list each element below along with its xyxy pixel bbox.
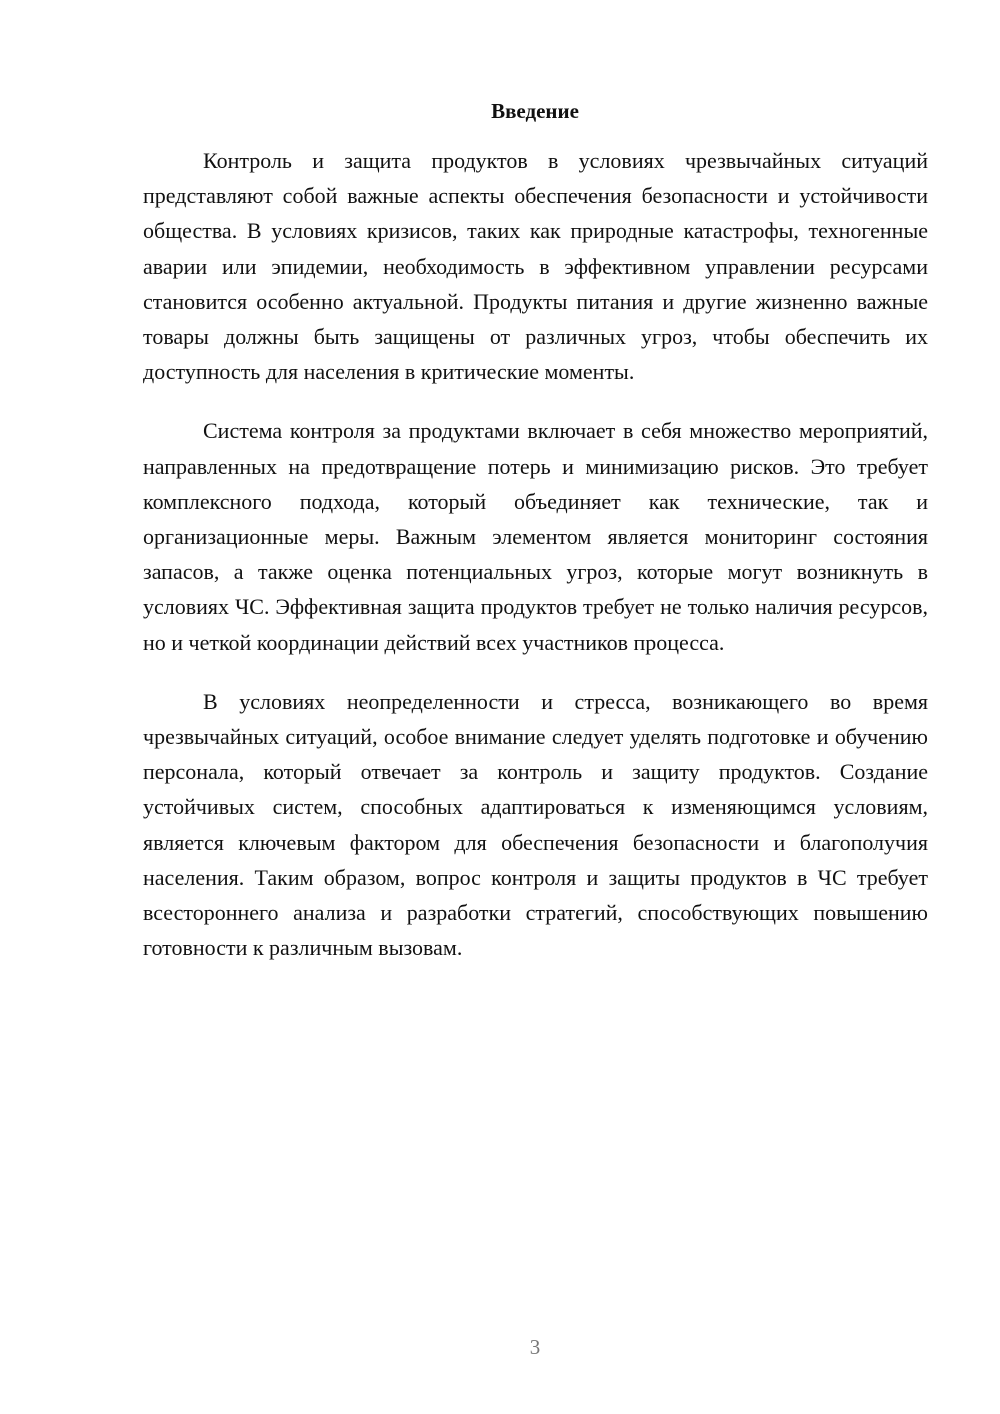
- paragraph-1: Контроль и защита продуктов в условиях чрезвычайных ситуаций представляют собой важные аспекты обеспечения безопасности и устойчивости общества. В условиях кризисов, таких как природные катастрофы, техногенные аварии или эпидемии, необходимость в эффективном управлении ресурсами становится особенно актуальной. Продукты питания и другие жизненно важные товары должны быть защищены от различных угроз, чтобы обеспечить их доступность для населения в критические моменты.: [143, 148, 928, 385]
- paragraph-3: В условиях неопределенности и стресса, возникающего во время чрезвычайных ситуаций, особое внимание следует уделять подготовке и обучению персонала, который отвечает за контроль и защиту продуктов. Создание устойчивых систем, способных адаптироваться к изменяющимся условиям, является ключевым фактором для обеспечения безопасности и благополучия населения. Таким образом, вопрос контроля и защиты продуктов в ЧС требует всестороннего анализа и разработки стратегий, способствующих повышению готовности к различным вызовам.: [143, 688, 928, 961]
- paragraph-2: Система контроля за продуктами включает в себя множество мероприятий, направленных на предотвращение потерь и минимизацию рисков. Это требует комплексного подхода, который объединяет как технические, так и организационные меры. Важным элементом является мониторинг состояния запасов, а также оценка потенциальных угроз, которые могут возникнуть в условиях ЧС. Эффективная защита продуктов требует не только наличия ресурсов, но и четкой координации действий всех участников процесса.: [143, 418, 928, 655]
- section-title: Введение: [491, 99, 579, 123]
- body-text: [143, 143, 928, 989]
- page-number: 3: [529, 1335, 541, 1359]
